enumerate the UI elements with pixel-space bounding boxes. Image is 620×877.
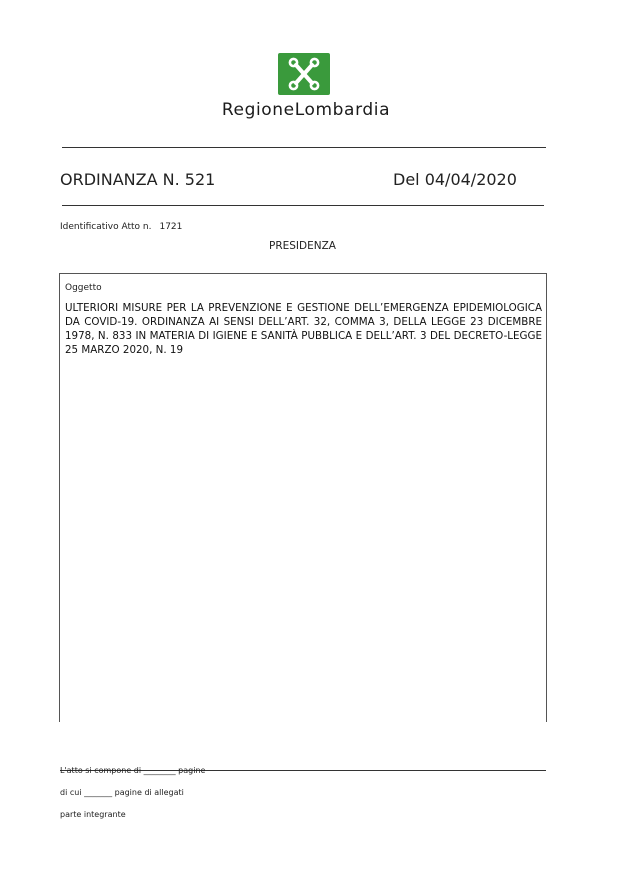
oggetto-box xyxy=(59,273,547,722)
ordinanza-date: Del 04/04/2020 xyxy=(393,170,517,189)
identificativo-label: Identificativo Atto n. xyxy=(60,222,152,232)
header-bottom-rule xyxy=(62,205,544,206)
logo-text: RegioneLombardia xyxy=(221,100,391,120)
regione-lombardia-cross-icon xyxy=(278,53,330,95)
footer-attachments-line: di cui _______ pagine di allegati xyxy=(60,788,184,797)
oggetto-text: ULTERIORI MISURE PER LA PREVENZIONE E GESTIONE DELL’EMERGENZA EPIDEMIOLOGICA DA COVID-19. ORDINANZA AI SENSI DELL’ART. 32, COMMA 3, DELLA LEGGE 23 DICEMBRE 1978, N. 833 IN MATERIA DI IGIENE E SANITÀ PUBBLICA E DELL’ART. 3 DEL DECRETO-LEGGE 25 MARZO 2020, N. 19 xyxy=(65,302,542,356)
identificativo-value: 1721 xyxy=(159,222,183,232)
ordinanza-number: ORDINANZA N. 521 xyxy=(60,170,216,189)
footer-pages-line: L'atto si compone di ________ pagine xyxy=(60,766,206,775)
regione-lombardia-logo xyxy=(278,53,330,95)
oggetto-label: Oggetto xyxy=(65,283,102,293)
header-top-rule xyxy=(62,147,546,148)
department-heading: PRESIDENZA xyxy=(269,240,336,252)
identificativo-atto xyxy=(60,222,182,232)
footer-integral-line: parte integrante xyxy=(60,810,126,819)
